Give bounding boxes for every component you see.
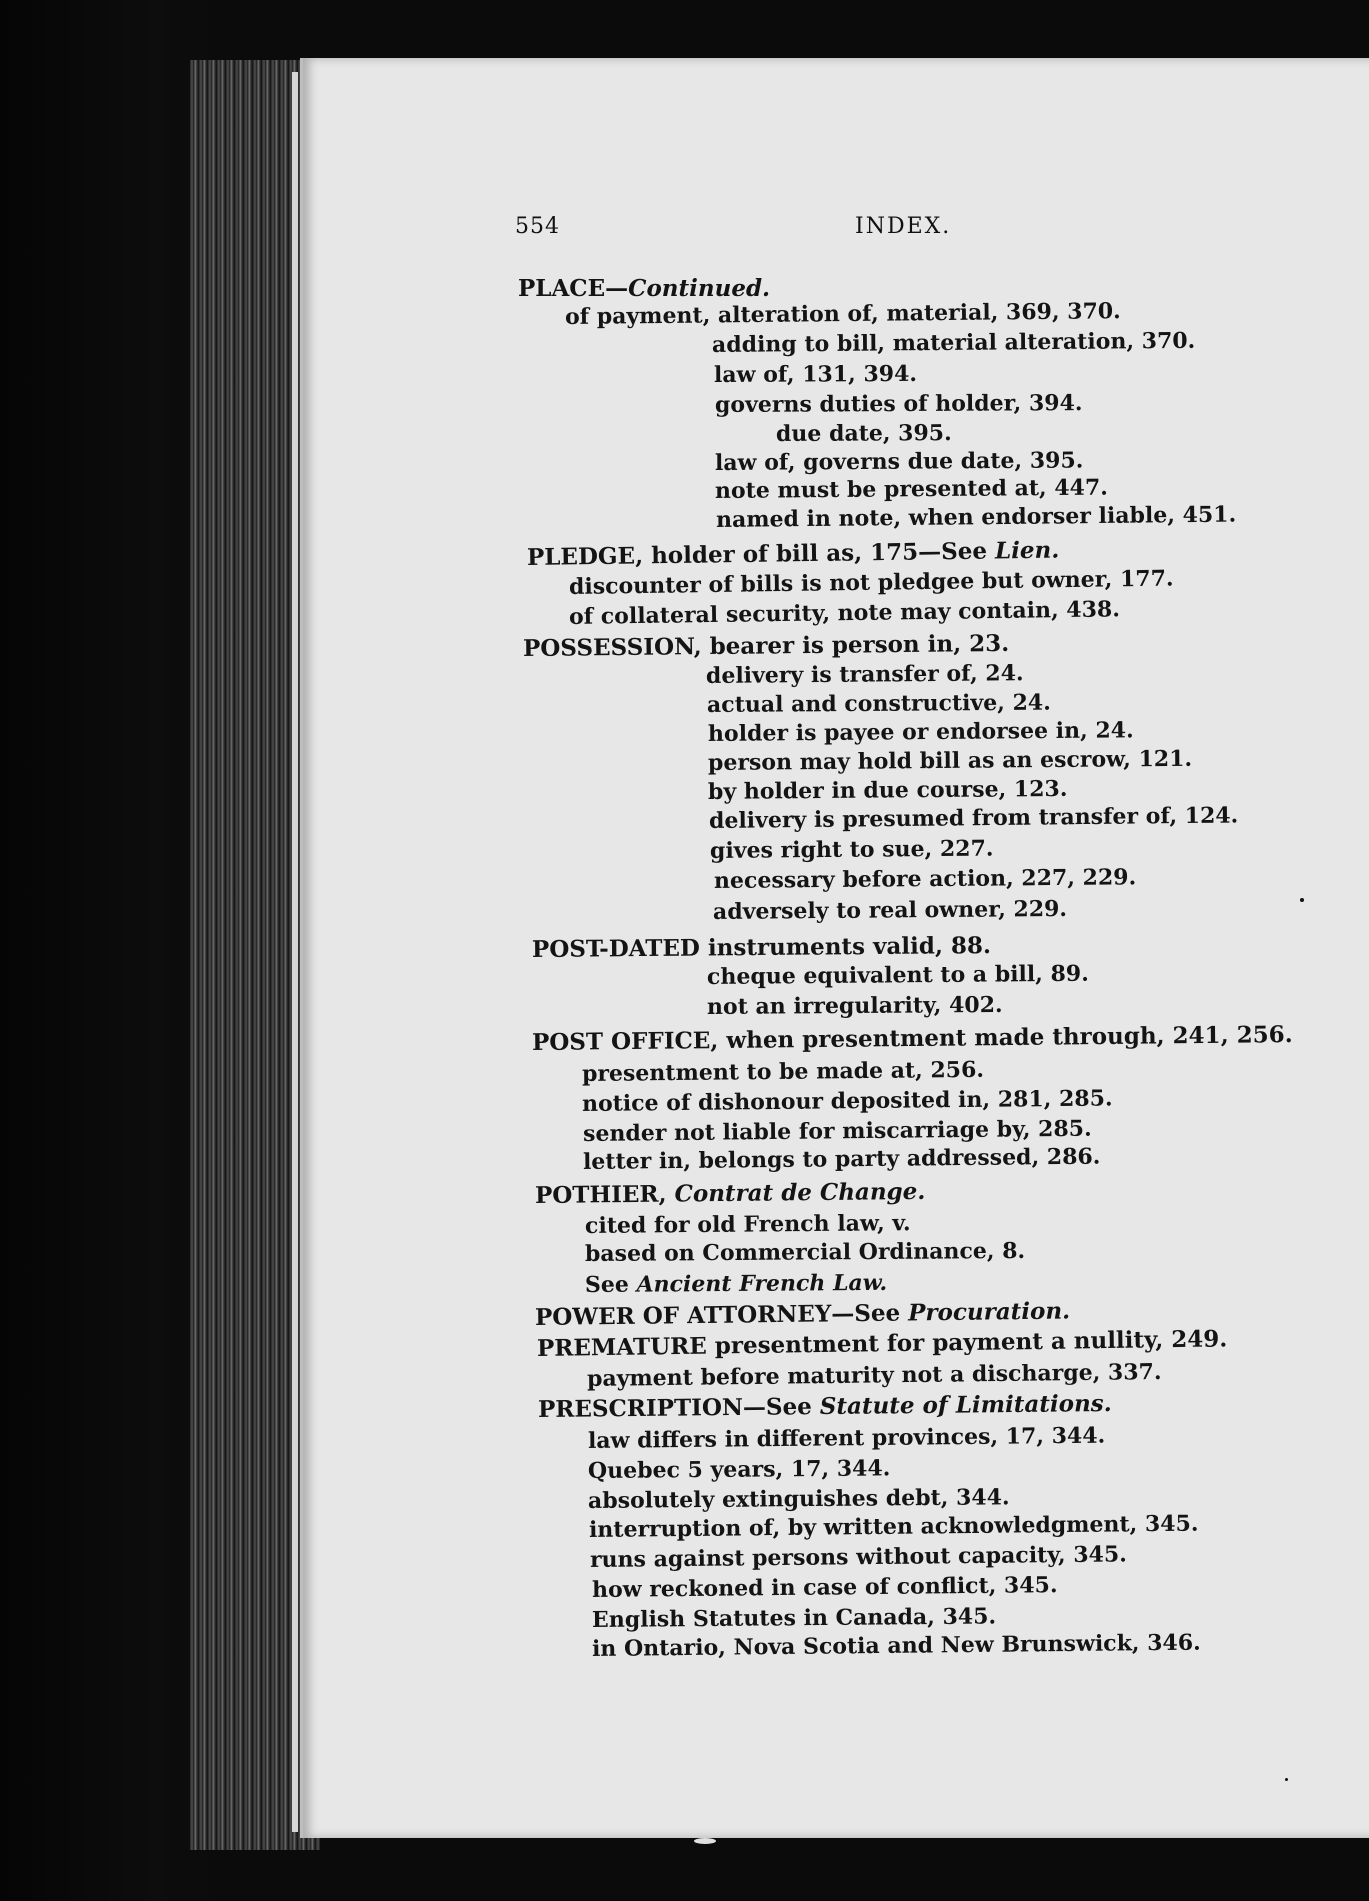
page-number: 554 (515, 214, 560, 239)
index-line-text: POSSESSION, bearer is person in, 23. (522, 629, 1010, 662)
index-line-text: POST-DATED instruments valid, 88. (531, 931, 992, 963)
index-line-place-6 (715, 447, 1084, 476)
index-line-text: how reckoned in case of conflict, 345. (591, 1572, 1058, 1603)
index-line-italic: Continued. (628, 275, 771, 302)
index-line-possession-9 (713, 896, 1067, 925)
index-line-text: due date, 395. (775, 420, 952, 447)
index-line-text: note must be presented at, 447. (714, 474, 1108, 504)
index-line-text: by holder in due course, 123. (707, 775, 1068, 805)
index-line-text: based on Commercial Ordinance, 8. (584, 1237, 1026, 1267)
index-line-text: PRESCRIPTION—See (537, 1393, 820, 1423)
index-line-possession-2 (707, 690, 1051, 718)
index-line-text: necessary before action, 227, 229. (713, 864, 1137, 894)
index-line-prescription-1 (588, 1423, 1105, 1454)
index-line-text: adversely to real owner, 229. (712, 895, 1068, 925)
index-line-italic: Lien. (994, 536, 1060, 565)
index-line-italic: Ancient French Law. (636, 1269, 888, 1298)
index-line-pothier-head (535, 1179, 926, 1209)
index-line-text: discounter of bills is not pledgee but owner, 177. (568, 565, 1174, 600)
index-line-possession-5 (708, 776, 1068, 805)
index-line-text: runs against persons without capacity, 345. (589, 1541, 1127, 1573)
index-line-text: presentment to be made at, 256. (581, 1056, 985, 1087)
index-line-text: letter in, belongs to party addressed, 286. (582, 1143, 1101, 1175)
index-line-italic: Contrat de Change. (674, 1177, 926, 1208)
index-line-text: Quebec 5 years, 17, 344. (587, 1455, 891, 1484)
index-line-text: adding to bill, material alteration, 370. (711, 327, 1196, 358)
index-line-place-8 (716, 502, 1236, 533)
dust-speck (1300, 898, 1304, 902)
index-line-text: holder is payee or endorsee in, 24. (707, 717, 1134, 747)
index-line-prescription-6 (592, 1572, 1058, 1603)
index-line-text: interruption of, by written acknowledgment, 345. (588, 1510, 1199, 1543)
book-edge-shadow (0, 0, 220, 1901)
index-line-place-4 (715, 390, 1083, 418)
index-line-text: PREMATURE presentment for payment a nullity, 249. (536, 1325, 1228, 1362)
index-line-pothier-1 (585, 1210, 911, 1239)
index-line-text: of payment, alteration of, material, 369, 370. (564, 298, 1121, 330)
index-line-text: POST OFFICE, when presentment made through, 241, 256. (531, 1021, 1293, 1056)
index-line-prescription-3 (588, 1484, 1010, 1514)
index-line-place-7 (715, 475, 1108, 504)
index-line-possession-head (523, 631, 1009, 662)
index-line-text: delivery is presumed from transfer of, 124. (708, 802, 1239, 834)
index-line-text: law differs in different provinces, 17, 344. (587, 1422, 1106, 1454)
index-line-text: law of, governs due date, 395. (714, 447, 1084, 476)
index-line-text: governs duties of holder, 394. (714, 390, 1083, 418)
index-line-possession-7 (710, 836, 994, 864)
index-line-possession-4 (708, 746, 1192, 776)
index-line-postdated-head (532, 933, 991, 963)
index-line-text: person may hold bill as an escrow, 121. (707, 745, 1193, 776)
index-line-place-3 (714, 361, 917, 388)
index-line-text: payment before maturity not a discharge, 337. (586, 1358, 1162, 1392)
index-line-text: gives right to sue, 227. (709, 835, 994, 864)
index-line-postoffice-3 (583, 1116, 1092, 1147)
index-line-text: named in note, when endorser liable, 451. (715, 501, 1237, 533)
index-line-pothier-2 (585, 1238, 1025, 1267)
index-line-text: notice of dishonour deposited in, 281, 285. (581, 1085, 1113, 1117)
index-line-text: PLEDGE, holder of bill as, 175—See (526, 537, 996, 571)
index-line-text: in Ontario, Nova Scotia and New Brunswick, 346. (591, 1629, 1201, 1662)
index-line-text: See (584, 1271, 637, 1298)
index-line-pothier-3 (585, 1270, 887, 1298)
index-line-text: PLACE— (518, 275, 629, 302)
index-line-text: delivery is transfer of, 24. (705, 660, 1024, 689)
page-margin-rule (292, 72, 298, 1832)
index-line-text: actual and constructive, 24. (706, 689, 1051, 718)
index-line-postoffice-2 (582, 1085, 1113, 1117)
index-line-possession-6 (709, 802, 1239, 834)
index-line-text: law of, 131, 394. (713, 360, 918, 388)
index-line-text: cited for old French law, v. (584, 1210, 911, 1239)
index-line-italic: Statute of Limitations. (819, 1389, 1112, 1421)
index-line-text: of collateral security, note may contain, 438. (568, 596, 1121, 630)
running-head: INDEX. (855, 214, 952, 239)
index-line-text: cheque equivalent to a bill, 89. (706, 960, 1089, 990)
dust-speck (1285, 1778, 1288, 1781)
index-line-postoffice-4 (583, 1144, 1101, 1175)
index-line-postoffice-1 (582, 1057, 984, 1087)
index-line-text: absolutely extinguishes debt, 344. (587, 1484, 1010, 1514)
index-line-text: not an irregularity, 402. (706, 991, 1003, 1020)
index-line-text: sender not liable for miscarriage by, 285. (582, 1115, 1092, 1147)
dust-speck (694, 1838, 716, 1844)
index-line-text: POTHIER, (534, 1180, 675, 1209)
index-line-possession-1 (706, 660, 1024, 689)
index-line-text: English Statutes in Canada, 345. (591, 1603, 997, 1633)
index-line-text: POWER OF ATTORNEY—See (534, 1299, 909, 1331)
index-line-possession-8 (714, 864, 1136, 894)
index-line-place-2 (712, 328, 1196, 358)
index-line-postdated-1 (707, 961, 1089, 990)
index-line-prescription-2 (588, 1455, 891, 1484)
index-line-place-head (518, 276, 770, 302)
index-line-prescription-7 (592, 1603, 996, 1633)
index-line-place-5 (776, 420, 952, 447)
index-line-possession-3 (708, 717, 1134, 747)
index-line-italic: Procuration. (908, 1297, 1071, 1327)
index-line-postdated-2 (707, 992, 1003, 1020)
